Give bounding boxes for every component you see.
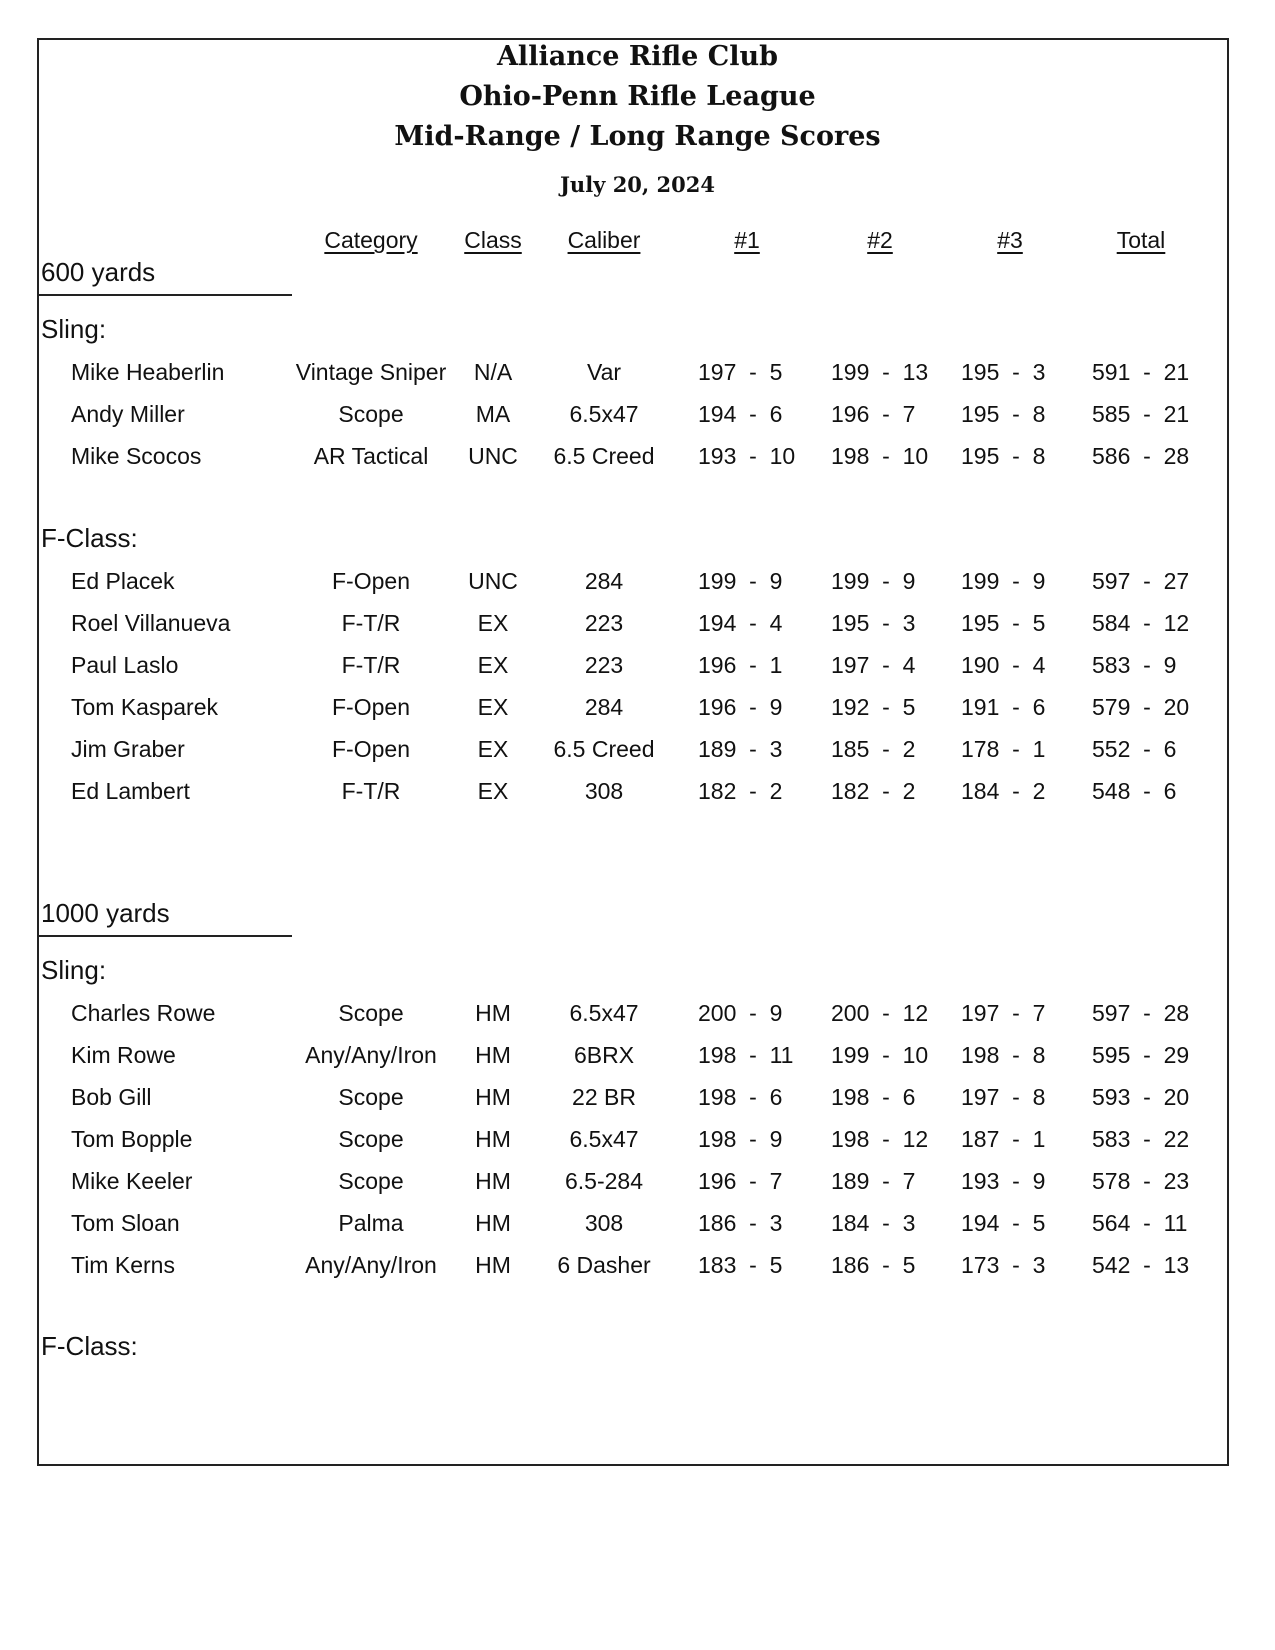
stage-1-score: 189 - 3 xyxy=(698,736,783,762)
stage-2-score: 185 - 2 xyxy=(831,736,916,762)
table-row xyxy=(0,1080,1275,1116)
table-row xyxy=(0,439,1275,475)
total-score: 591 - 21 xyxy=(1092,359,1190,385)
category-cell: Any/Any/Iron xyxy=(305,1252,437,1278)
section-underline xyxy=(37,294,292,296)
stage-1-score: 182 - 2 xyxy=(698,778,783,804)
group-label-f-class: F-Class: xyxy=(41,523,138,553)
header-stage-1: #1 xyxy=(734,227,760,253)
table-row xyxy=(0,1206,1275,1242)
total-score: 595 - 29 xyxy=(1092,1042,1190,1068)
class-cell: EX xyxy=(477,736,509,762)
table-row xyxy=(0,1248,1275,1284)
class-cell: HM xyxy=(475,1000,511,1026)
shooter-name: Paul Laslo xyxy=(71,652,179,678)
stage-1-score: 200 - 9 xyxy=(698,1000,783,1026)
stage-2-score: 197 - 4 xyxy=(831,652,916,678)
caliber-cell: 223 xyxy=(584,610,624,636)
match-date: July 20, 2024 xyxy=(560,172,715,197)
category-cell: F-T/R xyxy=(341,652,401,678)
category-cell: Scope xyxy=(338,1084,404,1110)
stage-2-score: 199 - 13 xyxy=(831,359,929,385)
stage-3-score: 173 - 3 xyxy=(961,1252,1046,1278)
table-row xyxy=(0,774,1275,810)
caliber-cell: 284 xyxy=(584,568,624,594)
table-row xyxy=(0,1038,1275,1074)
total-score: 578 - 23 xyxy=(1092,1168,1190,1194)
stage-3-score: 195 - 5 xyxy=(961,610,1046,636)
class-cell: EX xyxy=(477,652,509,678)
caliber-cell: 223 xyxy=(584,652,624,678)
header-stage-2: #2 xyxy=(867,227,893,253)
total-score: 548 - 6 xyxy=(1092,778,1177,804)
stage-2-score: 198 - 6 xyxy=(831,1084,916,1110)
total-score: 597 - 28 xyxy=(1092,1000,1190,1026)
group-label-f-class: F-Class: xyxy=(41,1331,138,1361)
stage-3-score: 195 - 8 xyxy=(961,401,1046,427)
stage-3-score: 193 - 9 xyxy=(961,1168,1046,1194)
caliber-cell: 6BRX xyxy=(573,1042,635,1068)
category-cell: Scope xyxy=(338,1000,404,1026)
section-1000-yards: 1000 yards xyxy=(41,898,170,928)
category-cell: F-T/R xyxy=(341,610,401,636)
stage-2-score: 195 - 3 xyxy=(831,610,916,636)
class-cell: EX xyxy=(477,694,509,720)
shooter-name: Ed Placek xyxy=(71,568,175,594)
stage-1-score: 198 - 11 xyxy=(698,1042,794,1068)
stage-2-score: 200 - 12 xyxy=(831,1000,929,1026)
shooter-name: Kim Rowe xyxy=(71,1042,176,1068)
stage-2-score: 198 - 10 xyxy=(831,443,929,469)
category-cell: Any/Any/Iron xyxy=(305,1042,437,1068)
caliber-cell: 6.5x47 xyxy=(569,401,639,427)
caliber-cell: 308 xyxy=(584,778,624,804)
total-score: 583 - 22 xyxy=(1092,1126,1190,1152)
shooter-name: Charles Rowe xyxy=(71,1000,216,1026)
table-row xyxy=(0,996,1275,1032)
club-name: Alliance Rifle Club xyxy=(496,41,779,72)
class-cell: HM xyxy=(475,1210,511,1236)
shooter-name: Bob Gill xyxy=(71,1084,152,1110)
stage-3-score: 195 - 8 xyxy=(961,443,1046,469)
stage-1-score: 197 - 5 xyxy=(698,359,783,385)
total-score: 593 - 20 xyxy=(1092,1084,1190,1110)
header-total: Total xyxy=(1116,227,1166,253)
stage-2-score: 196 - 7 xyxy=(831,401,916,427)
total-score: 584 - 12 xyxy=(1092,610,1190,636)
stage-3-score: 178 - 1 xyxy=(961,736,1046,762)
table-row xyxy=(0,648,1275,684)
category-cell: Scope xyxy=(338,1168,404,1194)
stage-1-score: 183 - 5 xyxy=(698,1252,783,1278)
stage-3-score: 184 - 2 xyxy=(961,778,1046,804)
category-cell: Vintage Sniper xyxy=(295,359,447,385)
table-row xyxy=(0,606,1275,642)
category-cell: F-Open xyxy=(332,694,410,720)
caliber-cell: 6.5x47 xyxy=(569,1000,639,1026)
caliber-cell: 6.5 Creed xyxy=(553,443,655,469)
stage-2-score: 198 - 12 xyxy=(831,1126,929,1152)
stage-3-score: 199 - 9 xyxy=(961,568,1046,594)
stage-1-score: 199 - 9 xyxy=(698,568,783,594)
shooter-name: Tim Kerns xyxy=(71,1252,175,1278)
total-score: 564 - 11 xyxy=(1092,1210,1188,1236)
stage-1-score: 194 - 4 xyxy=(698,610,783,636)
stage-2-score: 199 - 9 xyxy=(831,568,916,594)
class-cell: HM xyxy=(475,1168,511,1194)
group-label-sling: Sling: xyxy=(41,955,107,985)
table-row xyxy=(0,690,1275,726)
stage-3-score: 198 - 8 xyxy=(961,1042,1046,1068)
section-600-yards: 600 yards xyxy=(41,257,156,287)
category-cell: F-Open xyxy=(332,568,410,594)
shooter-name: Mike Heaberlin xyxy=(71,359,225,385)
stage-2-score: 186 - 5 xyxy=(831,1252,916,1278)
caliber-cell: 6.5-284 xyxy=(564,1168,644,1194)
total-score: 586 - 28 xyxy=(1092,443,1190,469)
stage-1-score: 193 - 10 xyxy=(698,443,796,469)
stage-2-score: 182 - 2 xyxy=(831,778,916,804)
total-score: 597 - 27 xyxy=(1092,568,1190,594)
table-row xyxy=(0,1164,1275,1200)
class-cell: MA xyxy=(475,401,511,427)
shooter-name: Mike Scocos xyxy=(71,443,202,469)
stage-3-score: 194 - 5 xyxy=(961,1210,1046,1236)
total-score: 585 - 21 xyxy=(1092,401,1190,427)
class-cell: N/A xyxy=(473,359,513,385)
stage-1-score: 196 - 1 xyxy=(698,652,783,678)
section-underline xyxy=(37,935,292,937)
stage-3-score: 197 - 7 xyxy=(961,1000,1046,1026)
stage-1-score: 198 - 9 xyxy=(698,1126,783,1152)
class-cell: HM xyxy=(475,1252,511,1278)
stage-3-score: 195 - 3 xyxy=(961,359,1046,385)
stage-1-score: 198 - 6 xyxy=(698,1084,783,1110)
sheet-title: Mid-Range / Long Range Scores xyxy=(394,121,881,152)
stage-2-score: 184 - 3 xyxy=(831,1210,916,1236)
class-cell: HM xyxy=(475,1084,511,1110)
class-cell: UNC xyxy=(468,568,518,594)
class-cell: EX xyxy=(477,778,509,804)
class-cell: EX xyxy=(477,610,509,636)
category-cell: Palma xyxy=(338,1210,404,1236)
table-row xyxy=(0,732,1275,768)
stage-3-score: 197 - 8 xyxy=(961,1084,1046,1110)
total-score: 579 - 20 xyxy=(1092,694,1190,720)
category-cell: Scope xyxy=(338,1126,404,1152)
table-row xyxy=(0,355,1275,391)
shooter-name: Andy Miller xyxy=(71,401,185,427)
shooter-name: Tom Bopple xyxy=(71,1126,193,1152)
total-score: 542 - 13 xyxy=(1092,1252,1190,1278)
table-row xyxy=(0,397,1275,433)
header-caliber: Caliber xyxy=(567,227,641,253)
stage-3-score: 190 - 4 xyxy=(961,652,1046,678)
category-cell: Scope xyxy=(338,401,404,427)
table-row xyxy=(0,1122,1275,1158)
stage-1-score: 194 - 6 xyxy=(698,401,783,427)
stage-2-score: 192 - 5 xyxy=(831,694,916,720)
stage-1-score: 196 - 7 xyxy=(698,1168,783,1194)
caliber-cell: 308 xyxy=(584,1210,624,1236)
shooter-name: Mike Keeler xyxy=(71,1168,193,1194)
header-class: Class xyxy=(464,227,522,253)
caliber-cell: 284 xyxy=(584,694,624,720)
class-cell: HM xyxy=(475,1126,511,1152)
table-row xyxy=(0,564,1275,600)
header-category: Category xyxy=(324,227,418,253)
category-cell: F-T/R xyxy=(341,778,401,804)
class-cell: UNC xyxy=(468,443,518,469)
league-name: Ohio-Penn Rifle League xyxy=(459,81,816,112)
stage-2-score: 199 - 10 xyxy=(831,1042,929,1068)
shooter-name: Jim Graber xyxy=(71,736,185,762)
header-stage-3: #3 xyxy=(997,227,1023,253)
category-cell: AR Tactical xyxy=(313,443,429,469)
caliber-cell: 6.5x47 xyxy=(569,1126,639,1152)
stage-2-score: 189 - 7 xyxy=(831,1168,916,1194)
shooter-name: Roel Villanueva xyxy=(71,610,231,636)
caliber-cell: 6.5 Creed xyxy=(553,736,655,762)
stage-1-score: 186 - 3 xyxy=(698,1210,783,1236)
stage-3-score: 191 - 6 xyxy=(961,694,1046,720)
class-cell: HM xyxy=(475,1042,511,1068)
shooter-name: Ed Lambert xyxy=(71,778,190,804)
total-score: 552 - 6 xyxy=(1092,736,1177,762)
shooter-name: Tom Kasparek xyxy=(71,694,219,720)
caliber-cell: Var xyxy=(586,359,622,385)
caliber-cell: 6 Dasher xyxy=(557,1252,651,1278)
shooter-name: Tom Sloan xyxy=(71,1210,180,1236)
caliber-cell: 22 BR xyxy=(572,1084,636,1110)
category-cell: F-Open xyxy=(332,736,410,762)
group-label-sling: Sling: xyxy=(41,314,107,344)
stage-1-score: 196 - 9 xyxy=(698,694,783,720)
stage-3-score: 187 - 1 xyxy=(961,1126,1046,1152)
total-score: 583 - 9 xyxy=(1092,652,1177,678)
